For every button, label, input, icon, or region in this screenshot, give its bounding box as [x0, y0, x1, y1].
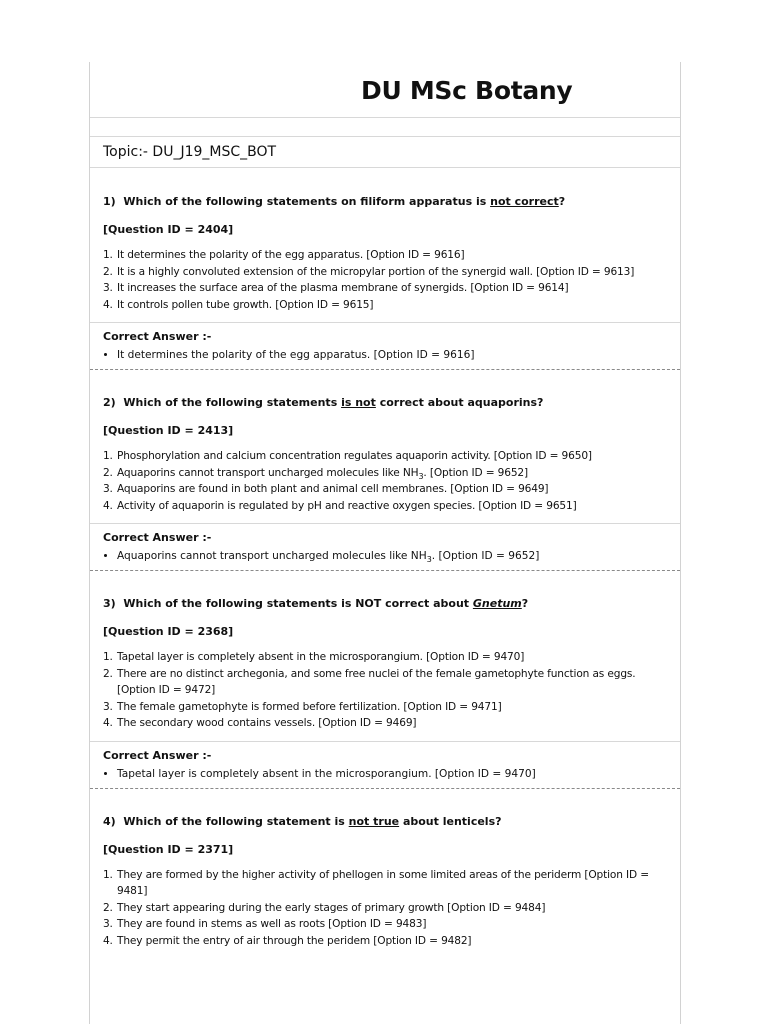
option-list [103, 867, 668, 950]
correct-answer-label: Correct Answer :- [103, 531, 212, 544]
option-item: 1. Tapetal layer is completely absent in the microsporangium. [Option ID = 9470] [116, 649, 668, 666]
option-item: 2. It is a highly convoluted extension of the micropylar portion of the synergid wall. [Option ID = 9613] [116, 264, 668, 281]
option-item: 3. Aquaporins are found in both plant and animal cell membranes. [Option ID = 9649] [116, 481, 668, 498]
topic-label: Topic:- DU_J19_MSC_BOT [103, 144, 277, 160]
correct-answer-label: Correct Answer :- [103, 748, 212, 762]
answer-block-3 [90, 742, 680, 782]
question-text: 3) Which of the following statements is NOT correct about Gnetum? [103, 597, 529, 610]
document-page [89, 62, 681, 1024]
question-id: [Question ID = 2371] [103, 842, 234, 856]
option-list [103, 247, 668, 313]
answer-list [103, 347, 668, 363]
option-item: 1. They are formed by the higher activity of phellogen in some limited areas of the periderm [Option ID = 9481] [116, 867, 668, 900]
option-item: 1. Phosphorylation and calcium concentration regulates aquaporin activity. [Option ID = 9650] [116, 448, 668, 465]
question-id: [Question ID = 2413] [103, 424, 234, 437]
option-item: 3. The female gametophyte is formed before fertilization. [Option ID = 9471] [116, 699, 668, 716]
answer-list [103, 548, 668, 564]
option-item: 4. Activity of aquaporin is regulated by pH and reactive oxygen species. [Option ID = 9651] [116, 498, 668, 515]
correct-answer-label: Correct Answer :- [103, 330, 212, 343]
answer-item: • It determines the polarity of the egg apparatus. [Option ID = 9616] [117, 347, 668, 363]
answer-item: • Tapetal layer is completely absent in the microsporangium. [Option ID = 9470] [117, 766, 668, 782]
question-text: 4) Which of the following statement is not true about lenticels? [103, 814, 502, 828]
option-item: 3. They are found in stems as well as roots [Option ID = 9483] [116, 916, 668, 933]
question-1 [90, 168, 680, 313]
question-id: [Question ID = 2404] [103, 223, 234, 236]
option-list [103, 649, 668, 732]
question-4 [90, 789, 680, 950]
answer-block-1 [90, 323, 680, 363]
question-id: [Question ID = 2368] [103, 625, 234, 638]
option-item: 4. The secondary wood contains vessels. [Option ID = 9469] [116, 715, 668, 732]
question-text: 2) Which of the following statements is not correct about aquaporins? [103, 396, 544, 409]
option-item: 2. They start appearing during the early stages of primary growth [Option ID = 9484] [116, 900, 668, 917]
option-item: 4. They permit the entry of air through the peridem [Option ID = 9482] [116, 933, 668, 950]
option-item: 4. It controls pollen tube growth. [Option ID = 9615] [116, 297, 668, 314]
option-item: 3. It increases the surface area of the plasma membrane of synergids. [Option ID = 9614] [116, 280, 668, 297]
question-3 [90, 571, 680, 732]
answer-item: • Aquaporins cannot transport uncharged molecules like $NH_3$. [Option ID = 9652] [117, 548, 668, 564]
option-list [103, 448, 668, 514]
question-text: 1) Which of the following statements on filiform apparatus is not correct? [103, 195, 566, 208]
option-item: 2. There are no distinct archegonia, and some free nuclei of the female gametophyte function as eggs. [Option ID = 9472] [116, 666, 668, 699]
document-title: DU MSc Botany [361, 76, 573, 105]
question-2 [90, 370, 680, 514]
option-item: 1. It determines the polarity of the egg apparatus. [Option ID = 9616] [116, 247, 668, 264]
answer-block-2 [90, 524, 680, 564]
option-item: 2. Aquaporins cannot transport uncharged molecules like $NH_3$. [Option ID = 9652] [116, 465, 668, 482]
answer-list [103, 766, 668, 782]
